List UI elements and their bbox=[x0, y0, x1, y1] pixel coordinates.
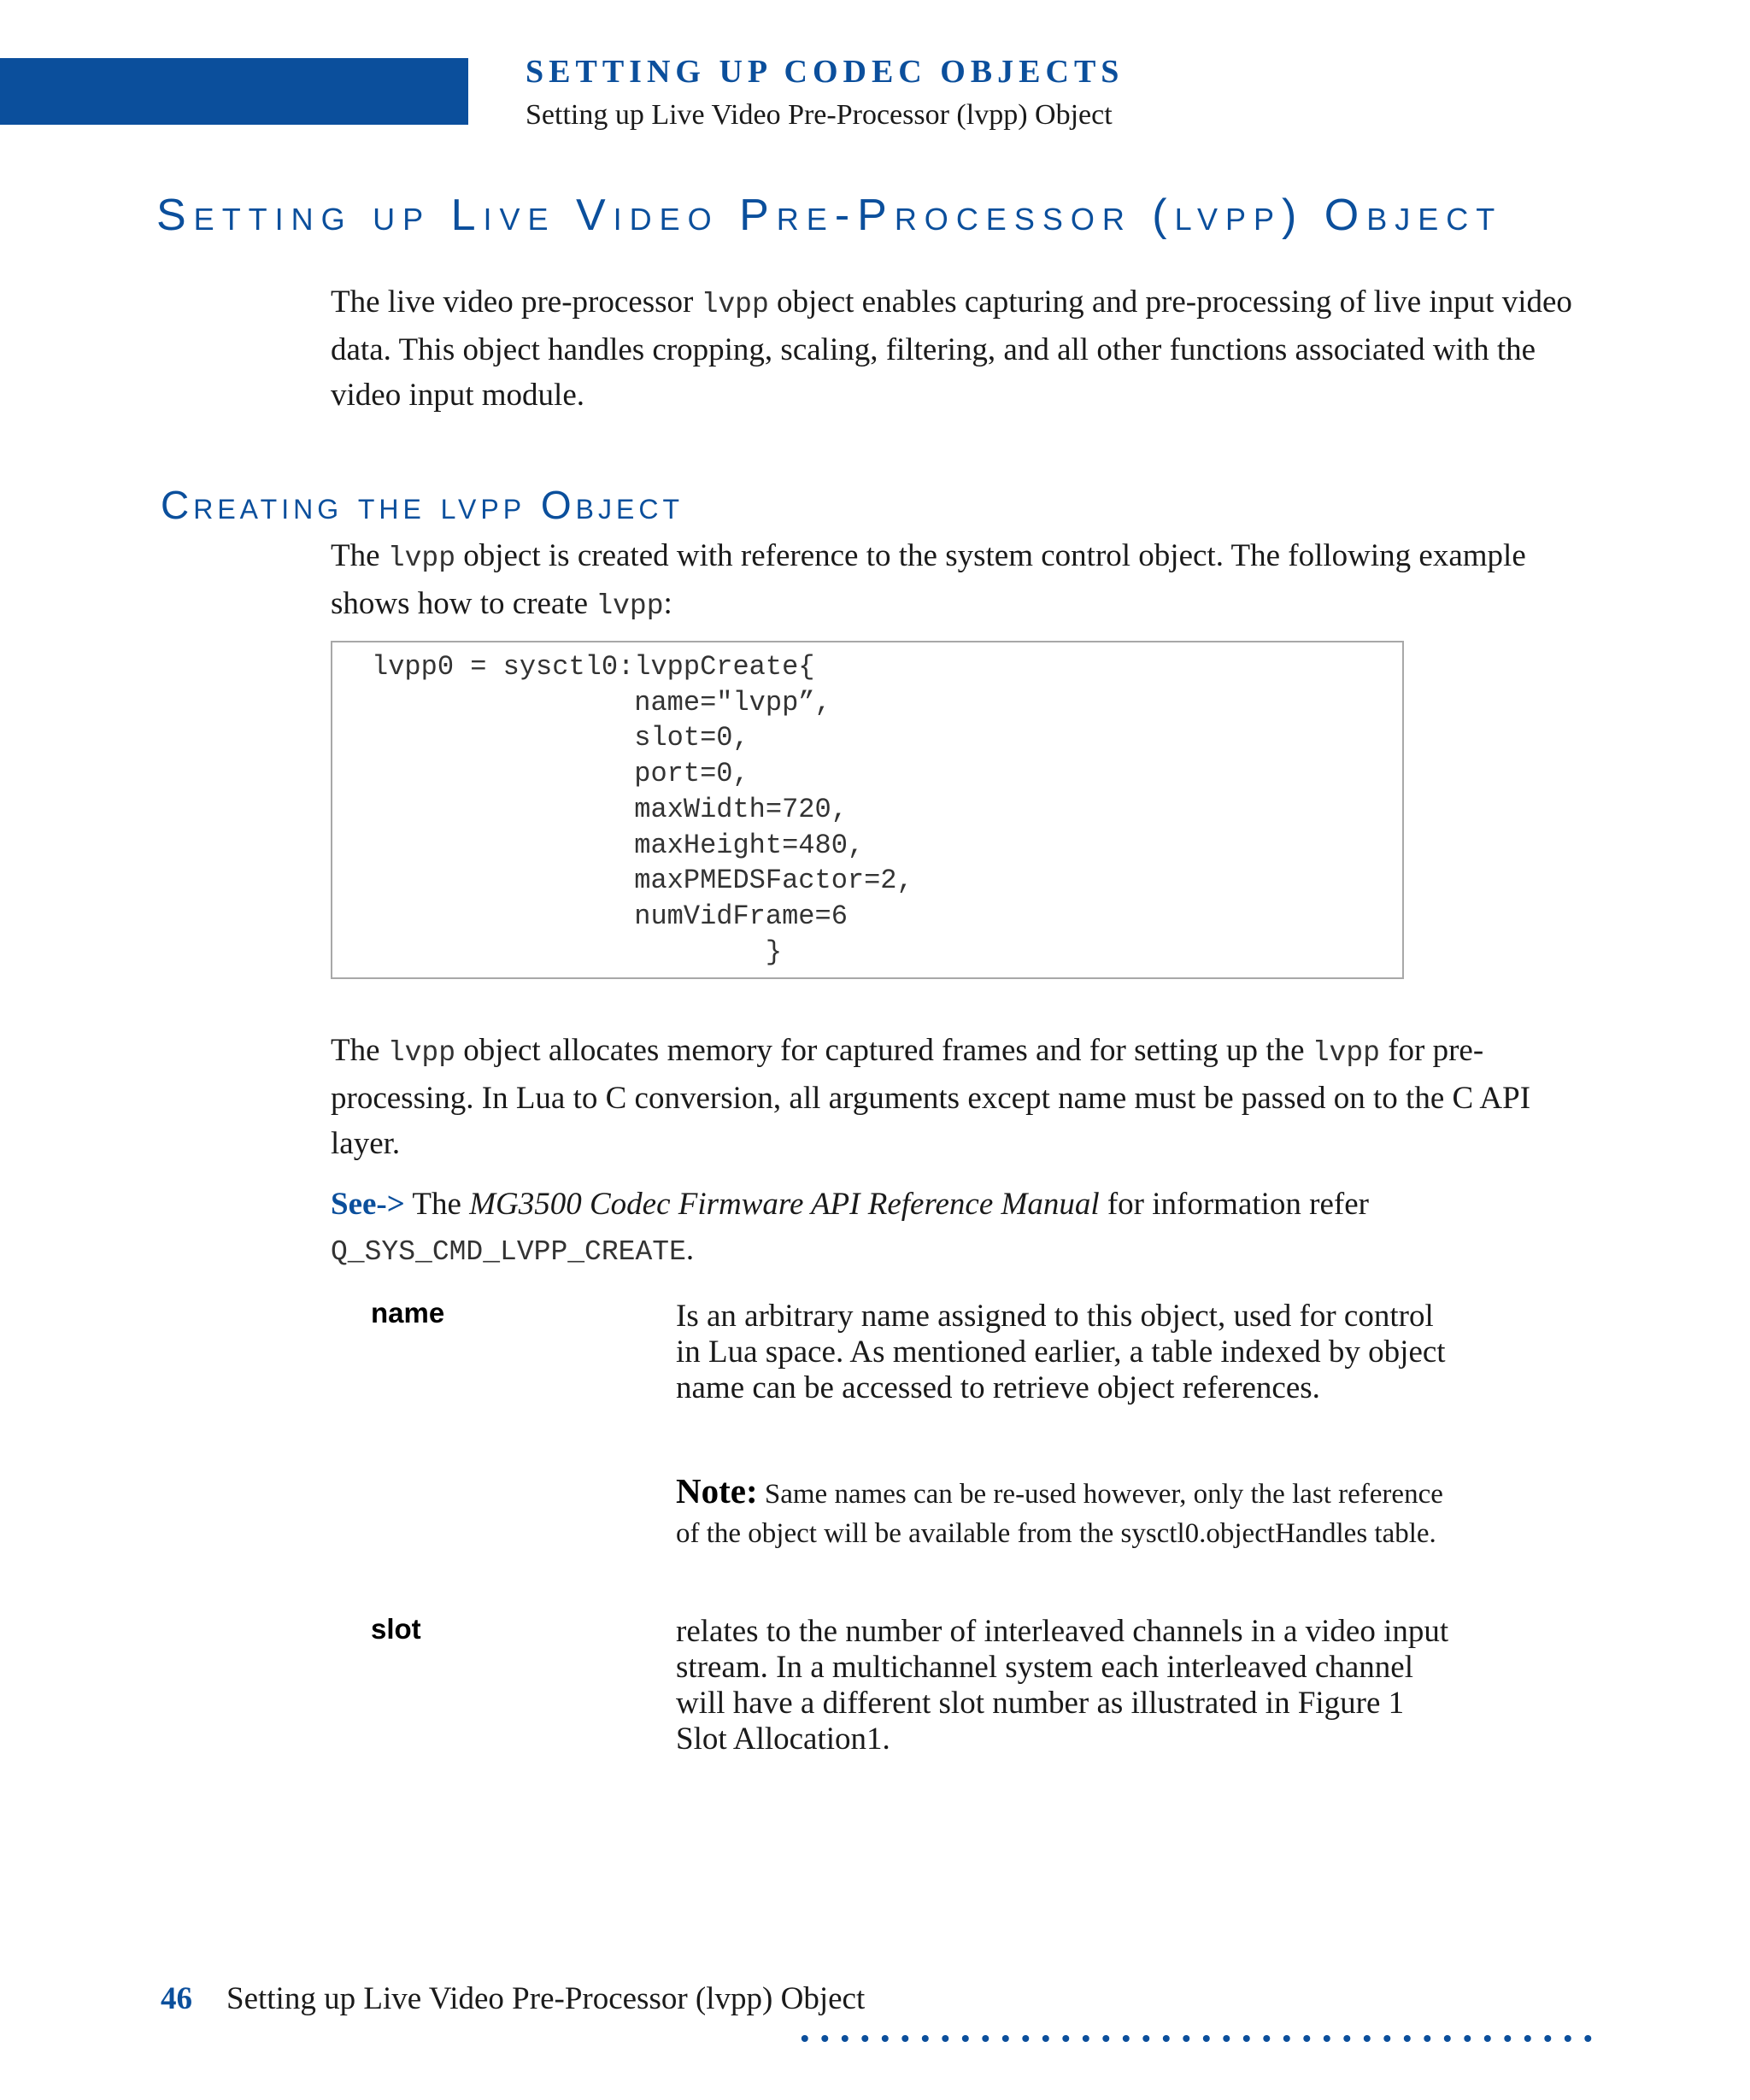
footer-dot bbox=[1324, 2035, 1330, 2042]
footer-dot bbox=[1464, 2035, 1471, 2042]
inline-code: lvpp bbox=[387, 1037, 455, 1069]
paragraph-text: : bbox=[663, 586, 672, 621]
footer-dot bbox=[1142, 2035, 1149, 2042]
footer-dot bbox=[942, 2035, 948, 2042]
running-header-chapter: SETTING UP CODEC OBJECTS bbox=[526, 54, 1125, 90]
footer-dot bbox=[982, 2035, 989, 2042]
footer-dot bbox=[882, 2035, 889, 2042]
footer-dot bbox=[922, 2035, 929, 2042]
inline-code: lvpp bbox=[1312, 1037, 1380, 1069]
inline-code: Q_SYS_CMD_LVPP_CREATE bbox=[331, 1236, 686, 1268]
param-term-slot: slot bbox=[371, 1613, 421, 1645]
paragraph-text: . bbox=[685, 1232, 695, 1267]
page-title: Setting up Live Video Pre-Processor (lvpp) Object bbox=[156, 191, 1503, 240]
paragraph-text: The bbox=[331, 1033, 388, 1068]
footer-dot bbox=[1203, 2035, 1210, 2042]
footer-dot bbox=[1404, 2035, 1411, 2042]
footer-dot bbox=[802, 2035, 808, 2042]
paragraph-text: for information refer bbox=[1099, 1187, 1369, 1222]
footer-dot bbox=[861, 2035, 868, 2042]
footer-dot bbox=[1062, 2035, 1069, 2042]
footer-dot bbox=[1544, 2035, 1551, 2042]
footer-dot bbox=[1343, 2035, 1350, 2042]
intro-paragraph bbox=[331, 279, 1604, 418]
footer-dot bbox=[1383, 2035, 1390, 2042]
param-term-name: name bbox=[371, 1297, 445, 1329]
footer-dot bbox=[842, 2035, 849, 2042]
subsection-heading: Creating the lvpp Object bbox=[161, 483, 684, 527]
footer-dot bbox=[1123, 2035, 1130, 2042]
footer-dot bbox=[901, 2035, 908, 2042]
header-color-bar bbox=[0, 58, 468, 125]
creating-paragraph bbox=[331, 533, 1604, 629]
inline-code: lvpp bbox=[701, 289, 769, 320]
paragraph-text: object is created with reference to the system control object. The following example shows how to create bbox=[331, 538, 1526, 621]
footer-dot bbox=[1223, 2035, 1230, 2042]
footer-dot bbox=[1102, 2035, 1109, 2042]
manual-title: MG3500 Codec Firmware API Reference Manual bbox=[469, 1187, 1100, 1222]
note-label: Note: bbox=[676, 1471, 758, 1510]
footer-dot bbox=[1303, 2035, 1310, 2042]
footer-dot bbox=[1484, 2035, 1491, 2042]
footer-dotted-rule bbox=[795, 2032, 1598, 2045]
intro-text: object enables capturing and pre-processing of live input video data. This object handles cropping, scaling, filtering, and all other functions associated with the video input module. bbox=[331, 284, 1572, 413]
footer-dot bbox=[1002, 2035, 1009, 2042]
footer-dot bbox=[1042, 2035, 1049, 2042]
code-sample: lvpp0 = sysctl0:lvppCreate{ name="lvpp”, slot=0, port=0, maxWidth=720, maxHeight=480, maxPMEDSFactor=2, numVidFrame=6 } bbox=[372, 651, 913, 968]
inline-code: lvpp bbox=[596, 590, 664, 622]
footer-dot bbox=[1444, 2035, 1451, 2042]
footer-dot bbox=[1283, 2035, 1290, 2042]
allocation-paragraph bbox=[331, 1028, 1604, 1166]
footer-dot bbox=[1263, 2035, 1270, 2042]
paragraph-text: The bbox=[331, 538, 388, 573]
running-footer-title: Setting up Live Video Pre-Processor (lvpp) Object bbox=[226, 1981, 866, 2016]
footer-dot bbox=[1504, 2035, 1511, 2042]
footer-dot bbox=[1083, 2035, 1089, 2042]
see-reference-paragraph bbox=[331, 1182, 1604, 1275]
footer-dot bbox=[1183, 2035, 1189, 2042]
footer-dot bbox=[1364, 2035, 1371, 2042]
footer-dot bbox=[962, 2035, 969, 2042]
param-desc-slot: relates to the number of interleaved channels in a video input stream. In a multichannel system each interleaved channel will have a different slot number as illustrated in Figure 1 Slot Allocation1. bbox=[676, 1614, 1449, 1757]
footer-dot bbox=[1565, 2035, 1571, 2042]
paragraph-text: for pre-processing. In Lua to C conversion, all arguments except name must be passed on to the C API layer. bbox=[331, 1033, 1531, 1161]
footer-dot bbox=[1584, 2035, 1591, 2042]
inline-code: lvpp bbox=[387, 543, 455, 574]
footer-dot bbox=[1243, 2035, 1250, 2042]
code-sample-box bbox=[331, 641, 1404, 979]
param-desc-name: Is an arbitrary name assigned to this object, used for control in Lua space. As mentioned earlier, a table indexed by object name can be accessed to retrieve object references. bbox=[676, 1299, 1446, 1405]
see-label: See-> bbox=[331, 1187, 405, 1222]
paragraph-text: object allocates memory for captured frames and for setting up the bbox=[455, 1033, 1312, 1068]
footer-dot bbox=[1022, 2035, 1029, 2042]
page-number: 46 bbox=[161, 1981, 192, 2016]
note-text: Same names can be re-used however, only the last reference of the object will be available from the sysctl0.objectHandles table. bbox=[676, 1479, 1443, 1549]
running-header-section: Setting up Live Video Pre-Processor (lvpp) Object bbox=[526, 99, 1113, 131]
intro-text: The live video pre-processor bbox=[331, 284, 702, 320]
paragraph-text: The bbox=[404, 1187, 470, 1222]
footer-dot bbox=[1524, 2035, 1531, 2042]
note-block bbox=[676, 1471, 1453, 1553]
footer-dot bbox=[1424, 2035, 1430, 2042]
footer-dot bbox=[1163, 2035, 1170, 2042]
footer-dot bbox=[821, 2035, 828, 2042]
